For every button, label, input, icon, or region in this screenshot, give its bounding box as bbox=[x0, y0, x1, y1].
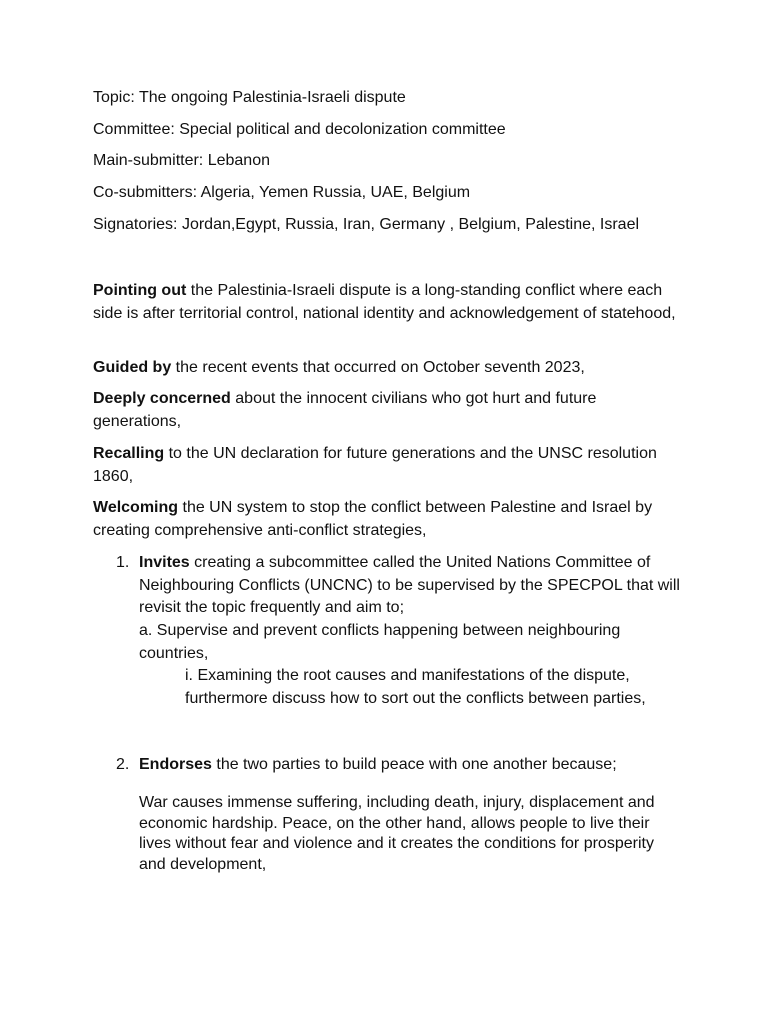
operative-phrase: Endorses bbox=[139, 756, 212, 773]
preamble-text: the Palestinia-Israeli dispute is a long-standing conflict where each side is after territorial control, national identity and acknowledgement of statehood, bbox=[93, 282, 676, 322]
preamble-clause bbox=[93, 443, 683, 488]
co-submitters-line: Co-submitters: Algeria, Yemen Russia, UAE, Belgium bbox=[93, 184, 471, 201]
main-submitter-line: Main-submitter: Lebanon bbox=[93, 152, 270, 169]
preamble-clause bbox=[93, 497, 683, 542]
operative-text: creating a subcommittee called the United Nations Committee of Neighbouring Conflicts (UNCNC) to be supervised by the SPECPOL that will revisit the topic frequently and aim to; bbox=[139, 554, 680, 616]
preamble-clause bbox=[93, 280, 683, 325]
operative-text: the two parties to build peace with one another because; bbox=[211, 756, 617, 773]
sub-clause-a: a. Supervise and prevent conflicts happening between neighbouring countries, bbox=[139, 622, 621, 662]
preamble-phrase: Welcoming bbox=[93, 499, 179, 516]
operative-phrase: Invites bbox=[139, 554, 190, 571]
preamble-phrase: Guided by bbox=[93, 359, 172, 376]
preamble-text: about the innocent civilians who got hurt and future generations, bbox=[93, 390, 597, 430]
committee-line: Committee: Special political and decolonization committee bbox=[93, 121, 506, 138]
operative-number: 2. bbox=[116, 756, 130, 773]
operative-number: 1. bbox=[116, 554, 130, 571]
preamble-clause bbox=[93, 388, 683, 433]
preamble-phrase: Recalling bbox=[93, 445, 165, 462]
preamble-phrase: Deeply concerned bbox=[93, 390, 231, 407]
topic-line: Topic: The ongoing Palestinia-Israeli dispute bbox=[93, 89, 406, 106]
preamble-clause bbox=[93, 357, 683, 380]
preamble-phrase: Pointing out bbox=[93, 282, 187, 299]
operative-clause bbox=[139, 552, 684, 620]
preamble-text: the recent events that occurred on October seventh 2023, bbox=[171, 359, 585, 376]
signatories-line: Signatories: Jordan,Egypt, Russia, Iran, Germany , Belgium, Palestine, Israel bbox=[93, 216, 640, 233]
preamble-text: the UN system to stop the conflict between Palestine and Israel by creating comprehensive anti-conflict strategies, bbox=[93, 499, 653, 539]
operative-clause bbox=[139, 754, 684, 777]
sub-clause-i: i. Examining the root causes and manifestations of the dispute, furthermore discuss how to sort out the conflicts between parties, bbox=[185, 667, 646, 707]
preamble-text: to the UN declaration for future generations and the UNSC resolution 1860, bbox=[93, 445, 657, 485]
operative-follow-paragraph: War causes immense suffering, including death, injury, displacement and economic hardship. Peace, on the other hand, allows people to live their lives without fear and violence and it creates the conditions for prosperity and development, bbox=[139, 794, 655, 873]
